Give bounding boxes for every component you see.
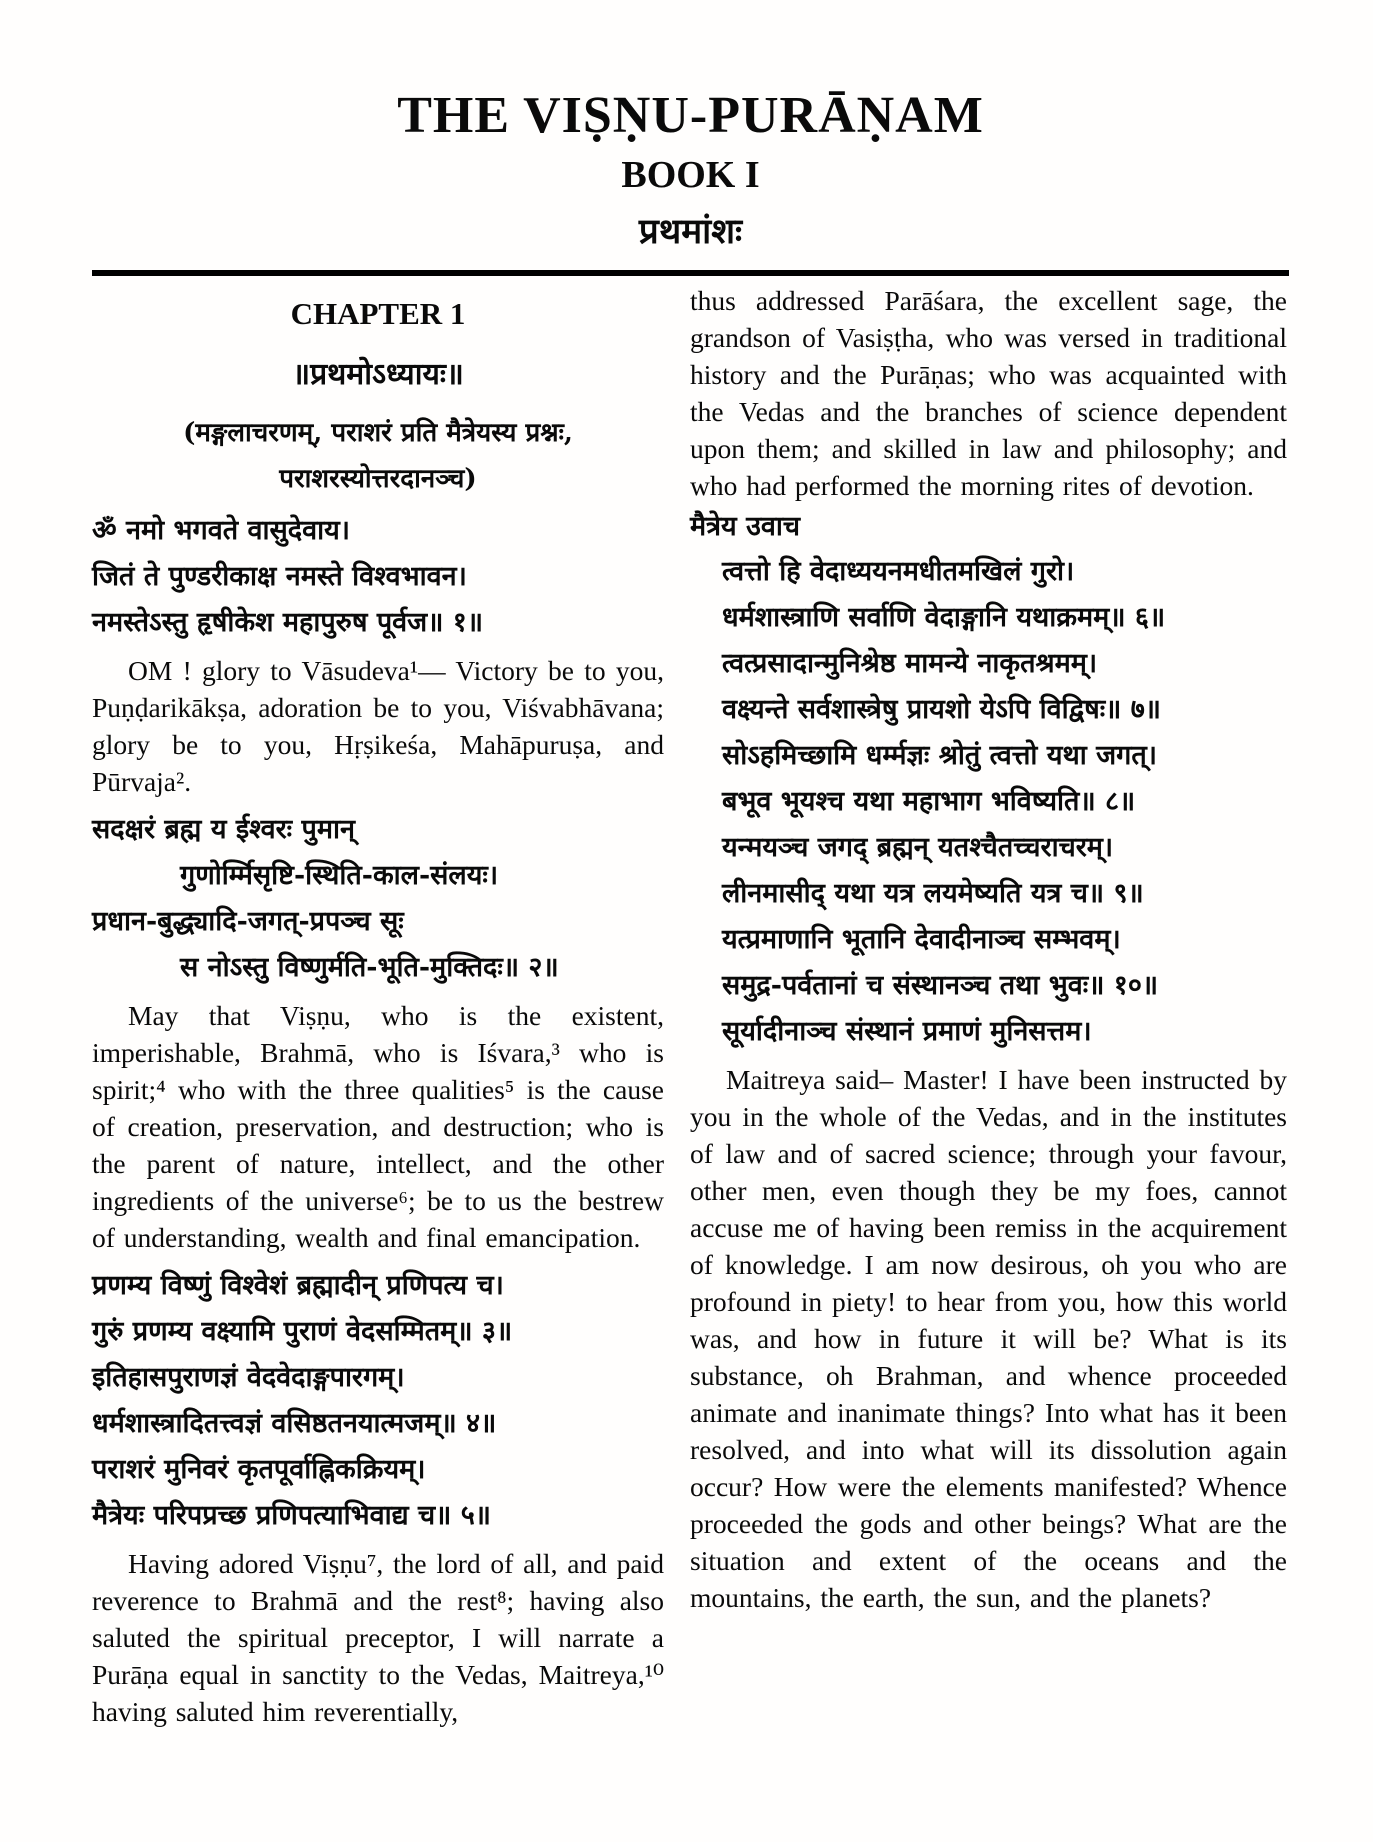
speaker-heading: मैत्रेय उवाच xyxy=(690,511,801,542)
book-heading-devanagari: प्रथमांशः xyxy=(638,211,743,252)
invocation-verse-line: नमस्तेऽस्तु हृषीकेश महापुरुष पूर्वज॥ १॥ xyxy=(92,607,484,638)
english-paragraph: OM ! glory to Vāsudeva¹— Victory be to you, Puṇḍarikākṣa, adoration be to you, Viśvabhāvana; glory be to you, Hṛṣikeśa, Mahāpuruṣa, and Pūrvaja². xyxy=(92,655,664,797)
sanskrit-verse-line: मैत्रेयः परिपप्रच्छ प्रणिपत्याभिवाद्य च॥ ५॥ xyxy=(92,1500,491,1531)
section-divider xyxy=(92,270,1289,276)
sanskrit-verse-line: स नोऽस्तु विष्णुर्मति-भूति-मुक्तिदः॥ २॥ xyxy=(180,952,559,983)
sanskrit-verse-line: बभूव भूयश्च यथा महाभाग भविष्यति॥ ८॥ xyxy=(722,786,1136,817)
sanskrit-verse-line: प्रधान-बुद्ध्यादि-जगत्-प्रपञ्च सूः xyxy=(92,906,404,937)
sanskrit-verse-line: गुरुं प्रणम्य वक्ष्यामि पुराणं वेदसम्मितम्॥ ३॥ xyxy=(92,1316,513,1347)
sanskrit-verse-line: धर्मशास्त्रादितत्त्वज्ञं वसिष्ठतनयात्मजम्॥ ४॥ xyxy=(92,1408,497,1439)
english-paragraph: Maitreya said– Master! I have been instructed by you in the whole of the Vedas, and in the institutes of law and of sacred science; through your favour, other men, even though they be my foes, cannot accuse me of having been remiss in the acquirement of knowledge. I am now desirous, oh you who are profound in piety! to hear from you, how this world was, and how in future it will be? What is its substance, oh Brahman, and whence proceeded animate and inanimate things? Into what has it been resolved, and into what will its dissolution again occur? How were the elements manifested? Whence proceeded the gods and other beings? What are the situation and extent of the oceans and the mountains, the earth, the sun, and the planets? xyxy=(690,1064,1287,1613)
sanskrit-verse-line: लीनमासीद् यथा यत्र लयमेष्यति यत्र च॥ ९॥ xyxy=(722,878,1144,909)
page-title: THE VIṢṆU-PURĀṆAM xyxy=(397,87,984,144)
sanskrit-verse-line: पराशरं मुनिवरं कृतपूर्वाह्निकक्रियम्। xyxy=(92,1454,426,1485)
sanskrit-verse-line: त्वत्तो हि वेदाध्ययनमधीतमखिलं गुरो। xyxy=(722,556,1075,587)
chapter-heading: CHAPTER 1 xyxy=(290,296,466,331)
right-column xyxy=(690,280,1287,1624)
sanskrit-verse-line: सदक्षरं ब्रह्म य ईश्वरः पुमान् xyxy=(92,814,355,845)
page-header xyxy=(92,86,1289,254)
left-column xyxy=(92,280,664,1738)
chapter-heading-devanagari: ॥प्रथमोऽध्यायः॥ xyxy=(292,357,464,392)
two-column-body xyxy=(92,280,1289,1738)
sanskrit-verse-line: सूर्यादीनाञ्च संस्थानं प्रमाणं मुनिसत्तम। xyxy=(722,1016,1092,1047)
chapter-subtitle-line: पराशरस्योत्तरदानञ्च) xyxy=(279,464,477,494)
sanskrit-verse-line: गुणोर्म्मिसृष्टि-स्थिति-काल-संलयः। xyxy=(180,860,499,891)
invocation-verse-line: जितं ते पुण्डरीकाक्ष नमस्ते विश्वभावन। xyxy=(92,561,467,592)
invocation-verse-line: ॐ नमो भगवते वासुदेवाय। xyxy=(92,515,351,546)
sanskrit-verse-line: इतिहासपुराणज्ञं वेदवेदाङ्गपारगम्। xyxy=(92,1362,405,1393)
sanskrit-verse-line: वक्ष्यन्ते सर्वशास्त्रेषु प्रायशो येऽपि विद्विषः॥ ७॥ xyxy=(722,694,1161,725)
english-paragraph: thus addressed Parāśara, the excellent sage, the grandson of Vasiṣṭha, who was versed in traditional history and the Purāṇas; who was acquainted with the Vedas and the branches of science dependent upon them; and skilled in law and philosophy; and who had performed the morning rites of devotion. xyxy=(690,285,1287,501)
sanskrit-verse-line: यत्प्रमाणानि भूतानि देवादीनाञ्च सम्भवम्। xyxy=(722,924,1121,955)
sanskrit-verse-line: समुद्र-पर्वतानां च संस्थानञ्च तथा भुवः॥ १०॥ xyxy=(722,970,1159,1001)
english-paragraph: May that Viṣṇu, who is the existent, imperishable, Brahmā, who is Iśvara,³ who is spirit;⁴ who with the three qualities⁵ is the cause of creation, preservation, and destruction; who is the parent of nature, intellect, and the other ingredients of the universe⁶; be to us the bestrew of understanding, wealth and final emancipation. xyxy=(92,1000,664,1253)
sanskrit-verse-line: सोऽहमिच्छामि धर्म्मज्ञः श्रोतुं त्वत्तो यथा जगत्। xyxy=(722,740,1157,771)
book-heading: BOOK I xyxy=(621,154,760,196)
chapter-subtitle-line: (मङ्गलाचरणम्, पराशरं प्रति मैत्रेयस्य प्रश्नः, xyxy=(183,418,573,448)
english-paragraph: Having adored Viṣṇu⁷, the lord of all, and paid reverence to Brahmā and the rest⁸; having also saluted the spiritual preceptor, I will narrate a Purāṇa equal in sanctity to the Vedas, Maitreya,¹⁰ having saluted him reverentially, xyxy=(92,1548,664,1727)
sanskrit-verse-line: धर्मशास्त्राणि सर्वाणि वेदाङ्गानि यथाक्रमम्॥ ६॥ xyxy=(722,602,1166,633)
sanskrit-verse-line: यन्मयञ्च जगद् ब्रह्मन् यतश्चैतच्चराचरम्। xyxy=(722,832,1114,863)
sanskrit-verse-line: प्रणम्य विष्णुं विश्वेशं ब्रह्मादीन् प्रणिपत्य च। xyxy=(92,1270,504,1301)
sanskrit-verse-line: त्वत्प्रसादान्मुनिश्रेष्ठ मामन्ये नाकृतश्रमम्। xyxy=(722,648,1098,679)
